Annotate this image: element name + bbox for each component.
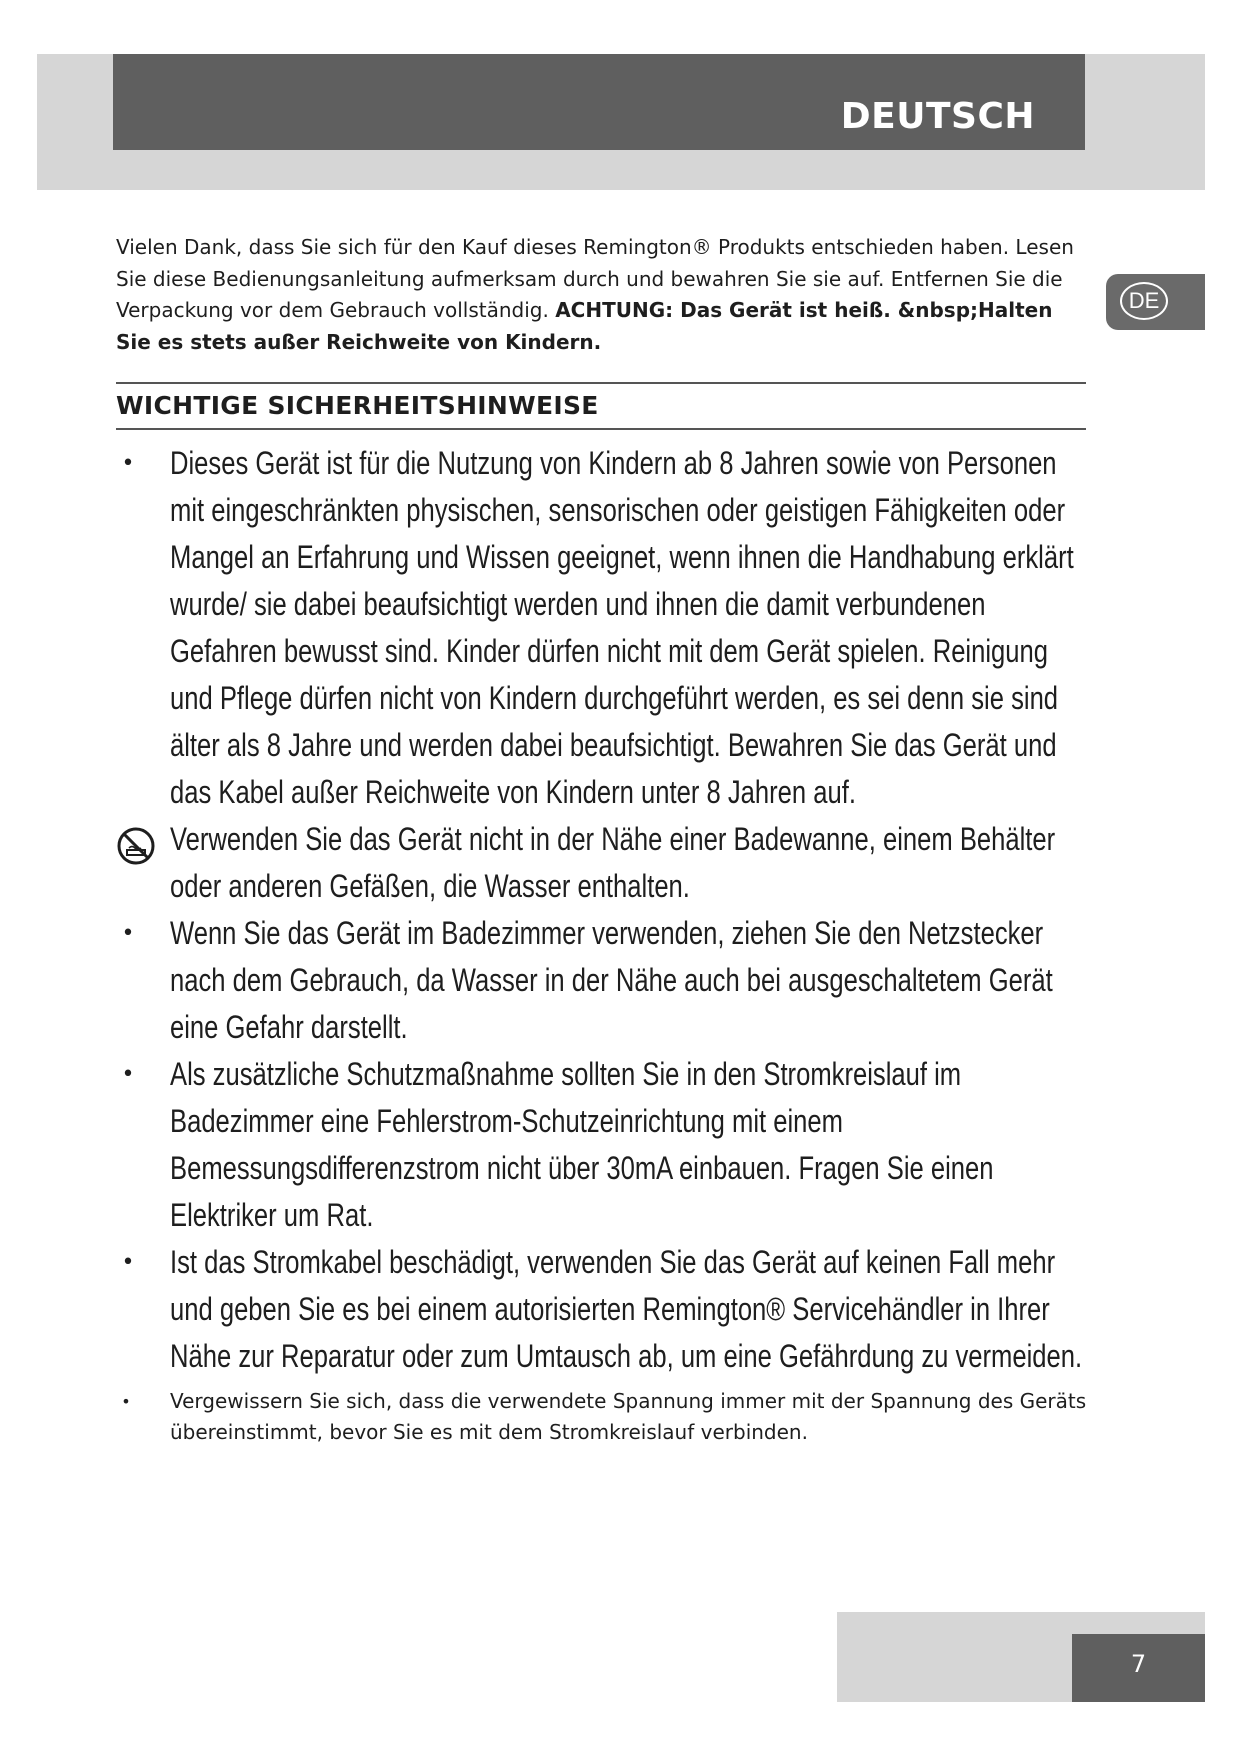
bullet: • [121,1392,131,1411]
list-item [116,1386,1096,1448]
list-item [116,440,1096,816]
page-number: 7 [1130,1650,1147,1678]
bullet: • [121,1062,135,1087]
intro-warning: ACHTUNG: Das Gerät ist heiß. &nbsp;Halten Sie es stets außer Reichweite von Kindern. [116,298,1053,354]
list-item [116,816,1096,910]
list-item [116,910,1096,1051]
language-tab [1106,274,1205,330]
intro-text [116,232,1076,358]
list-item-text: Als zusätzliche Schutzmaßnahme sollten Sie in den Stromkreislauf im Badezimmer eine Fehlerstrom-Schutzeinrichtung mit einem Bemessungsdifferenzstrom nicht über 30mA einbauen. Fragen Sie einen Elektriker um Rat. [170,1056,994,1233]
no-water-icon [116,826,156,866]
bullet: • [121,921,135,946]
list-item-text: Wenn Sie das Gerät im Badezimmer verwenden, ziehen Sie den Netzstecker nach dem Gebrauch, da Wasser in der Nähe auch bei ausgeschaltetem Gerät eine Gefahr darstellt. [170,915,1053,1045]
list-item-text: Dieses Gerät ist für die Nutzung von Kindern ab 8 Jahren sowie von Personen mit eingeschränkten physischen, sensorischen oder geistigen Fähigkeiten oder Mangel an Erfahrung und Wissen geeignet, wenn ihnen die Handhabung erklärt wurde/ sie dabei beaufsichtigt werden und ihnen die damit verbundenen Gefahren bewusst sind. Kinder dürfen nicht mit dem Gerät spielen. Reinigung und Pflege dürfen nicht von Kindern durchgeführt werden, es sei denn sie sind älter als 8 Jahre und werden dabei beaufsichtigt. Bewahren Sie das Gerät und das Kabel außer Reichweite von Kindern unter 8 Jahren auf. [170,445,1074,810]
list-item-text: Vergewissern Sie sich, dass die verwendete Spannung immer mit der Spannung des Geräts übereinstimmt, bevor Sie es mit dem Stromkreislauf verbinden. [170,1389,1087,1444]
page-title: DEUTSCH [840,96,1035,137]
safety-list [116,440,1096,1448]
header-bar [113,54,1085,150]
bullet: • [121,1250,135,1275]
section-rule-bottom [116,428,1086,430]
language-badge: DE [1120,282,1168,320]
bullet: • [121,451,135,476]
intro-paragraph [116,232,1076,358]
list-item [116,1239,1096,1380]
list-item-text: Ist das Stromkabel beschädigt, verwenden Sie das Gerät auf keinen Fall mehr und geben Sie es bei einem autorisierten Remington® Servicehändler in Ihrer Nähe zur Reparatur oder zum Umtausch ab, um eine Gefährdung zu vermeiden. [170,1244,1083,1374]
section-title: WICHTIGE SICHERHEITSHINWEISE [116,391,599,420]
section-rule-top [116,382,1086,384]
footer-box [1072,1634,1205,1702]
list-item [116,1051,1096,1239]
list-item-text: Verwenden Sie das Gerät nicht in der Nähe einer Badewanne, einem Behälter oder anderen Gefäßen, die Wasser enthalten. [170,821,1056,904]
intro-body: Vielen Dank, dass Sie sich für den Kauf dieses Remington® Produkts entschieden haben. Lesen Sie diese Bedienungsanleitung aufmerksam durch und bewahren Sie sie auf. Entfernen Sie die Verpackung vor dem Gebrauch vollständig. [116,235,1074,322]
